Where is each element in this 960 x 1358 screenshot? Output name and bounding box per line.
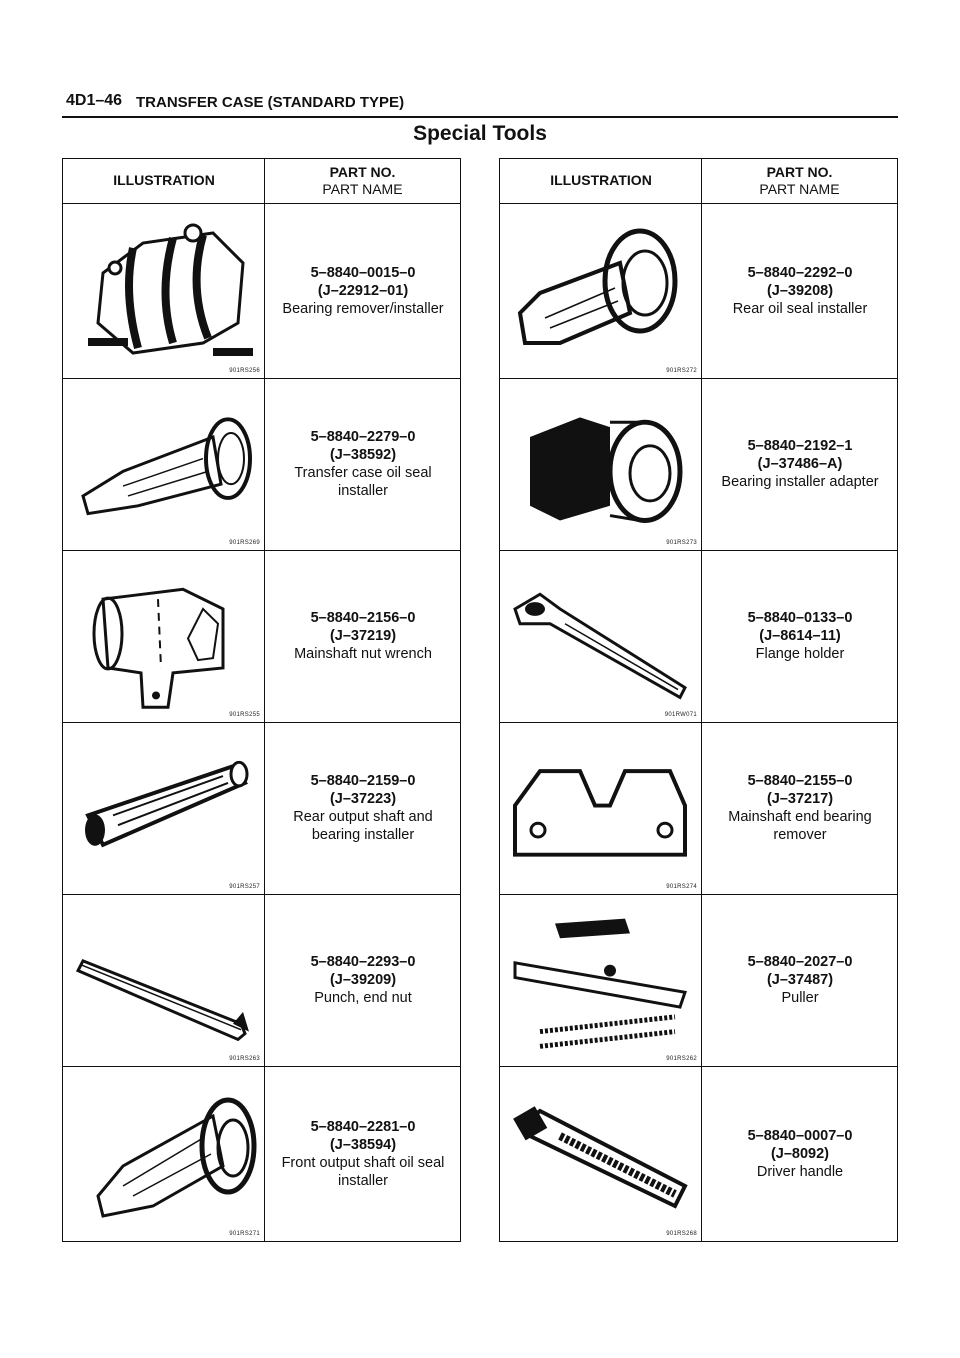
- part-name: Mainshaft nut wrench: [294, 646, 432, 662]
- page-title: Special Tools: [413, 122, 547, 145]
- section-code: 4D1–46: [66, 92, 123, 109]
- tool-illustration: [500, 1066, 701, 1241]
- part-name: Mainshaft end bearing remover: [728, 809, 872, 843]
- nut-wrench-icon: [63, 550, 264, 722]
- installer-adapter-icon: [500, 378, 701, 550]
- illustration-header: ILLUSTRATION: [113, 172, 215, 188]
- figure-code: 901RS268: [666, 1231, 697, 1237]
- part-header: [702, 164, 897, 198]
- part-info: [266, 203, 460, 378]
- tool-illustration: [63, 378, 264, 550]
- part-number: 5–8840–2192–1: [747, 438, 853, 454]
- figure-code: 901RS255: [229, 712, 260, 718]
- tool-row: [63, 203, 460, 379]
- figure-code: 901RS272: [666, 368, 697, 374]
- front-seal-installer-icon: [63, 1066, 264, 1241]
- tool-row: [500, 894, 897, 1067]
- j-number: (J–22912–01): [317, 282, 409, 299]
- tool-illustration: [500, 203, 701, 378]
- part-info: [266, 1066, 460, 1241]
- j-number: (J–37223): [329, 791, 397, 807]
- part-number: 5–8840–0007–0: [747, 1127, 853, 1144]
- illustration-header: ILLUSTRATION: [550, 172, 652, 188]
- part-number: 5–8840–2155–0: [747, 773, 853, 789]
- j-number: (J–8092): [770, 1145, 830, 1162]
- part-header: [265, 164, 460, 198]
- tool-illustration: [63, 550, 264, 722]
- part-name: Transfer case oil seal installer: [294, 465, 432, 499]
- j-number: (J–37217): [766, 791, 834, 807]
- figure-code: 901RS269: [229, 540, 260, 546]
- column-header: [500, 159, 897, 204]
- tool-row: [500, 1066, 897, 1241]
- rear-seal-installer-icon: [500, 203, 701, 378]
- j-number: (J–37487): [766, 972, 834, 988]
- part-name: Driver handle: [756, 1163, 844, 1180]
- part-info: [703, 722, 897, 894]
- part-info: [703, 550, 897, 722]
- figure-code: 901RS257: [229, 884, 260, 890]
- tool-row: [500, 378, 897, 551]
- tool-illustration: [500, 894, 701, 1066]
- part-name: Puller: [781, 990, 819, 1006]
- j-number: (J–8614–11): [759, 628, 841, 644]
- j-number: (J–38592): [329, 447, 397, 463]
- bearing-remover-icon: [63, 203, 264, 378]
- tools-table-right: [499, 158, 898, 1242]
- part-number: 5–8840–2281–0: [310, 1118, 416, 1135]
- part-name: Flange holder: [755, 646, 845, 662]
- part-info: [266, 378, 460, 550]
- part-number: 5–8840–2293–0: [310, 954, 416, 970]
- figure-code: 901RS274: [666, 884, 697, 890]
- figure-code: 901RS262: [666, 1056, 697, 1062]
- figure-code: 901RS271: [229, 1231, 260, 1237]
- j-number: (J–39208): [766, 282, 834, 299]
- j-number: (J–37486–A): [757, 456, 843, 472]
- tool-row: [63, 1066, 460, 1241]
- driver-handle-icon: [500, 1066, 701, 1241]
- page-header: [62, 88, 898, 118]
- part-info: [703, 203, 897, 378]
- part-info: [703, 894, 897, 1066]
- j-number: (J–38594): [329, 1136, 397, 1153]
- j-number: (J–39209): [329, 972, 397, 988]
- end-bearing-remover-icon: [500, 722, 701, 894]
- figure-code: 901RW071: [664, 712, 697, 718]
- part-info: [703, 378, 897, 550]
- tool-row: [500, 550, 897, 723]
- part-info: [266, 722, 460, 894]
- part-info: [266, 894, 460, 1066]
- part-number: 5–8840–0133–0: [747, 610, 853, 626]
- part-number: 5–8840–0015–0: [310, 264, 416, 281]
- part-name: Rear output shaft and bearing installer: [293, 809, 433, 843]
- part-info: [266, 550, 460, 722]
- tool-illustration: [63, 894, 264, 1066]
- section-title: TRANSFER CASE (STANDARD TYPE): [136, 94, 405, 111]
- figure-code: 901RS263: [229, 1056, 260, 1062]
- tool-row: [500, 722, 897, 895]
- part-number: 5–8840–2156–0: [310, 610, 416, 626]
- tools-table-left: [62, 158, 461, 1242]
- tool-illustration: [500, 378, 701, 550]
- flange-holder-icon: [500, 550, 701, 722]
- part-number: 5–8840–2292–0: [747, 264, 853, 281]
- j-number: (J–37219): [329, 628, 397, 644]
- part-no-header: PART NO.: [766, 164, 833, 180]
- seal-installer-icon: [63, 378, 264, 550]
- part-number: 5–8840–2027–0: [747, 954, 853, 970]
- tool-illustration: [63, 203, 264, 378]
- tool-row: [500, 203, 897, 379]
- part-name-header: PART NAME: [322, 181, 403, 197]
- punch-icon: [63, 894, 264, 1066]
- tool-illustration: [63, 1066, 264, 1241]
- shaft-installer-icon: [63, 722, 264, 894]
- part-name: Rear oil seal installer: [732, 300, 868, 317]
- figure-code: 901RS273: [666, 540, 697, 546]
- tool-row: [63, 550, 460, 723]
- tool-illustration: [500, 550, 701, 722]
- column-header: [63, 159, 460, 204]
- tool-illustration: [500, 722, 701, 894]
- part-number: 5–8840–2159–0: [310, 773, 416, 789]
- part-name-header: PART NAME: [759, 181, 840, 197]
- part-info: [703, 1066, 897, 1241]
- figure-code: 901RS256: [229, 368, 260, 374]
- part-number: 5–8840–2279–0: [310, 429, 416, 445]
- tool-illustration: [63, 722, 264, 894]
- part-name: Bearing remover/installer: [282, 300, 444, 317]
- puller-icon: [500, 894, 701, 1066]
- part-name: Punch, end nut: [314, 990, 412, 1006]
- tool-row: [63, 894, 460, 1067]
- tool-row: [63, 722, 460, 895]
- tool-row: [63, 378, 460, 551]
- part-name: Front output shaft oil seal installer: [281, 1154, 445, 1189]
- part-name: Bearing installer adapter: [721, 474, 879, 490]
- part-no-header: PART NO.: [329, 164, 396, 180]
